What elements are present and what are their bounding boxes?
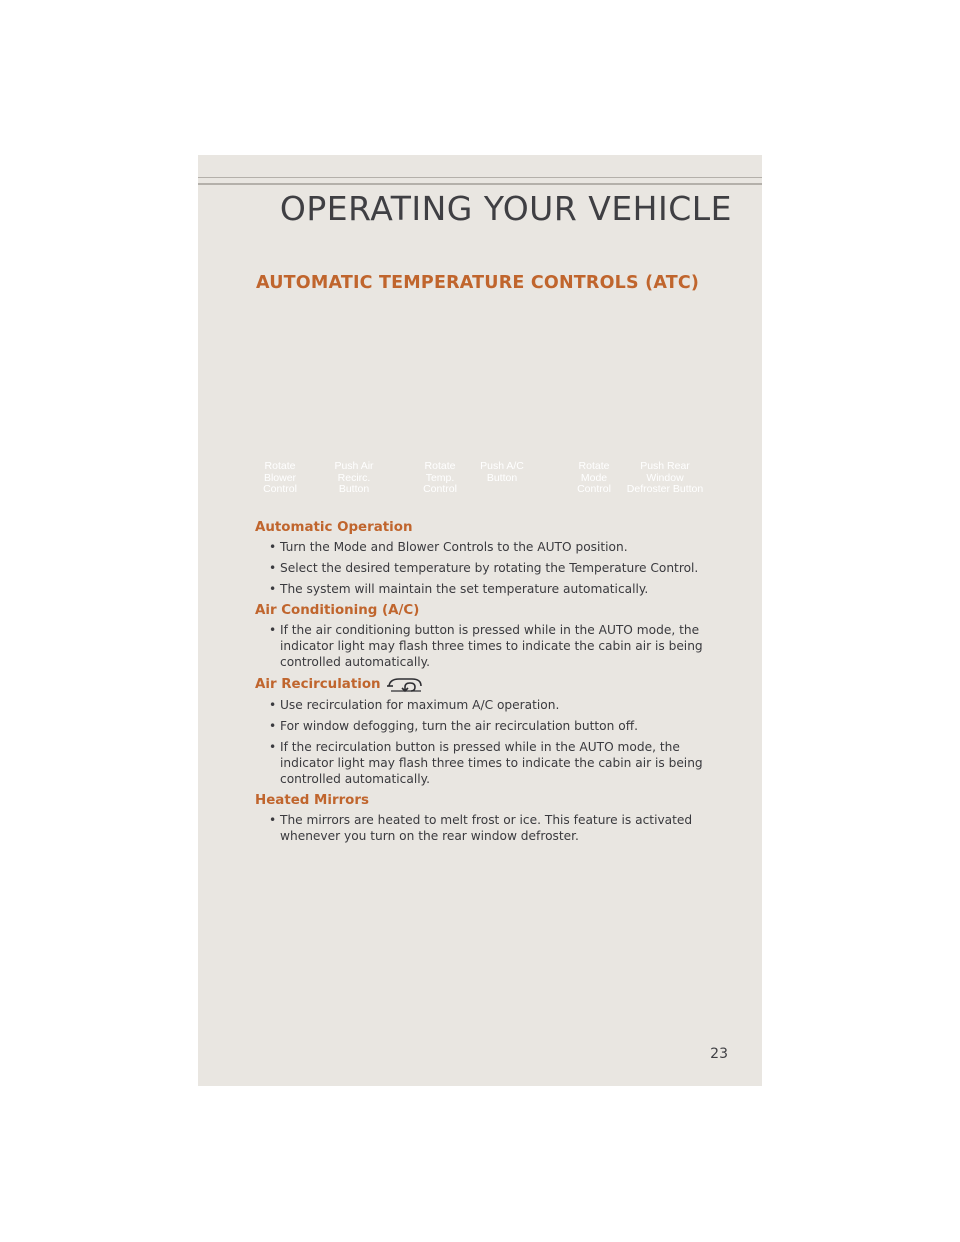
- bullet-list: [255, 622, 725, 670]
- list-item: • Turn the Mode and Blower Controls to the AUTO position.: [255, 539, 725, 555]
- list-item: • Use recirculation for maximum A/C operation.: [255, 697, 725, 713]
- section-heated-mirrors: [255, 793, 725, 844]
- recirculation-icon: [385, 676, 425, 694]
- section-header: OPERATING YOUR VEHICLE: [279, 189, 732, 228]
- atc-control-diagram: [254, 305, 714, 505]
- content-body: [255, 520, 725, 850]
- section-automatic-operation: [255, 520, 725, 597]
- bullet-list: [255, 697, 725, 787]
- section-air-recirculation: [255, 676, 725, 787]
- list-item: • If the air conditioning button is pressed while in the AUTO mode, the indicator light may flash three times to indicate the cabin air is being controlled automatically.: [255, 622, 725, 670]
- bullet-list: [255, 539, 725, 597]
- callout-rotate-temp-control: Rotate Temp. Control: [423, 460, 457, 495]
- section-heading: Heated Mirrors: [255, 793, 369, 808]
- list-item: • For window defogging, turn the air recirculation button off.: [255, 718, 725, 734]
- section-air-conditioning: [255, 603, 725, 670]
- bullet-list: [255, 812, 725, 844]
- section-heading-row: [255, 676, 725, 694]
- page-number: 23: [710, 1046, 728, 1062]
- callout-push-ac-button: Push A/C Button: [480, 460, 524, 484]
- section-heading: Air Recirculation: [255, 677, 381, 692]
- page-title: AUTOMATIC TEMPERATURE CONTROLS (ATC): [256, 273, 700, 293]
- list-item: • The system will maintain the set temperature automatically.: [255, 581, 725, 597]
- header-rule-thin: [198, 177, 762, 178]
- callout-rotate-blower-control: Rotate Blower Control: [263, 460, 297, 495]
- section-heading: Automatic Operation: [255, 520, 413, 535]
- callout-rotate-mode-control: Rotate Mode Control: [577, 460, 611, 495]
- manual-page: [198, 155, 762, 1086]
- list-item: • The mirrors are heated to melt frost or ice. This feature is activated whenever you turn on the rear window defroster.: [255, 812, 725, 844]
- section-heading: Air Conditioning (A/C): [255, 603, 420, 618]
- header-rule-thick: [198, 183, 762, 185]
- list-item: • Select the desired temperature by rotating the Temperature Control.: [255, 560, 725, 576]
- callout-push-rear-window-defroster-button: Push Rear Window Defroster Button: [626, 460, 704, 495]
- list-item: • If the recirculation button is pressed while in the AUTO mode, the indicator light may flash three times to indicate the cabin air is being controlled automatically.: [255, 739, 725, 787]
- callout-push-air-recirc-button: Push Air Recirc. Button: [334, 460, 374, 495]
